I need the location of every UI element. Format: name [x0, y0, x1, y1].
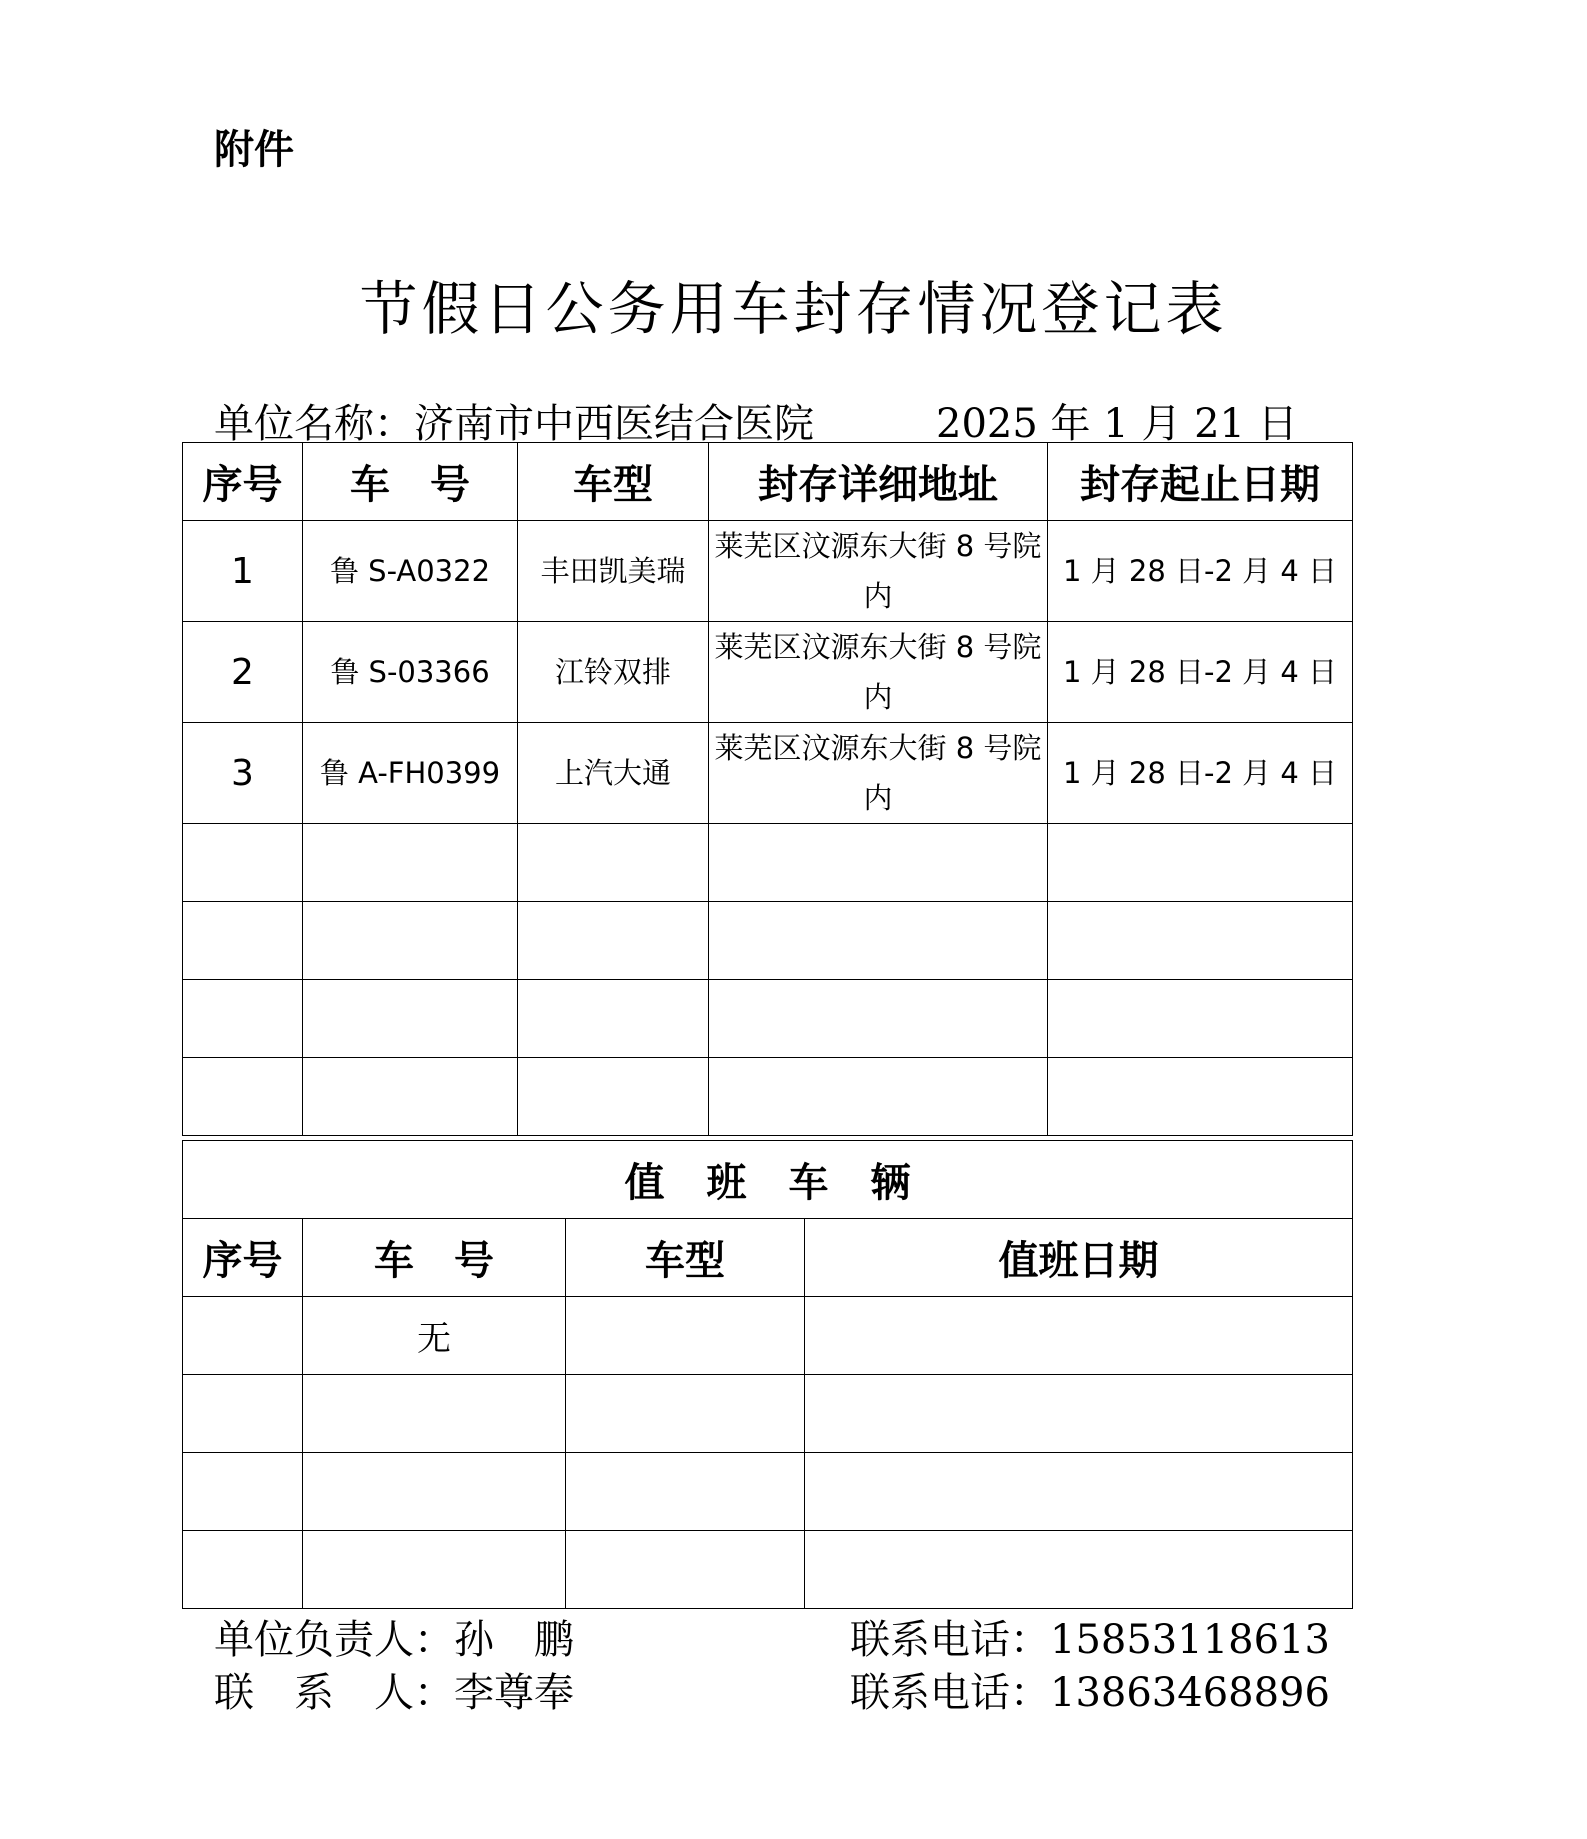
duty-header-model: 车型	[566, 1219, 805, 1297]
contact-phone: 联系电话：13863468896	[850, 1670, 1330, 1716]
form-title: 节假日公务用车封存情况登记表	[359, 275, 1228, 343]
model-cell: 丰田凯美瑞	[518, 521, 709, 622]
plate-cell: 鲁 S-A0322	[303, 521, 518, 622]
header-model: 车型	[518, 443, 709, 521]
empty-row	[183, 980, 1353, 1058]
plate-cell: 鲁 A-FH0399	[303, 723, 518, 824]
table-row	[183, 723, 1353, 824]
duty-vehicles-table	[182, 1140, 1353, 1609]
header-seq: 序号	[183, 443, 303, 521]
duty-date-cell	[805, 1297, 1353, 1375]
duty-header-row	[183, 1219, 1353, 1297]
table-row	[183, 521, 1353, 622]
attachment-label: 附件	[214, 127, 294, 173]
dates-cell: 1 月 28 日-2 月 4 日	[1048, 622, 1353, 723]
duty-header-plate: 车 号	[303, 1219, 566, 1297]
plate-cell: 鲁 S-03366	[303, 622, 518, 723]
address-cell: 莱芜区汶源东大街 8 号院内	[709, 521, 1048, 622]
duty-section-title: 值班车辆	[183, 1141, 1353, 1219]
duty-model-cell	[566, 1297, 805, 1375]
table-row	[183, 622, 1353, 723]
dates-cell: 1 月 28 日-2 月 4 日	[1048, 521, 1353, 622]
empty-row	[183, 1375, 1353, 1453]
form-date: 2025 年 1 月 21 日	[936, 401, 1298, 447]
unit-line	[214, 392, 1298, 449]
model-cell: 上汽大通	[518, 723, 709, 824]
empty-row	[183, 824, 1353, 902]
duty-section-row	[183, 1141, 1353, 1219]
address-cell: 莱芜区汶源东大街 8 号院内	[709, 622, 1048, 723]
seq-cell: 3	[183, 723, 303, 824]
address-cell: 莱芜区汶源东大街 8 号院内	[709, 723, 1048, 824]
empty-row	[183, 902, 1353, 980]
header-plate: 车 号	[303, 443, 518, 521]
unit-name: 单位名称：济南市中西医结合医院	[214, 401, 814, 447]
empty-row	[183, 1453, 1353, 1531]
table-header-row	[183, 443, 1353, 521]
header-dates: 封存起止日期	[1048, 443, 1353, 521]
header-address: 封存详细地址	[709, 443, 1048, 521]
responsible-phone: 联系电话：15853118613	[850, 1617, 1330, 1663]
duty-row	[183, 1297, 1353, 1375]
duty-header-seq: 序号	[183, 1219, 303, 1297]
dates-cell: 1 月 28 日-2 月 4 日	[1048, 723, 1353, 824]
model-cell: 江铃双排	[518, 622, 709, 723]
duty-plate-cell: 无	[303, 1297, 566, 1375]
empty-row	[183, 1531, 1353, 1609]
sealed-vehicles-table	[182, 442, 1353, 1136]
responsible-person: 单位负责人：孙 鹏	[214, 1617, 574, 1663]
seq-cell: 1	[183, 521, 303, 622]
contact-person: 联 系 人：李尊奉	[214, 1670, 574, 1716]
duty-seq-cell	[183, 1297, 303, 1375]
duty-header-date: 值班日期	[805, 1219, 1353, 1297]
empty-row	[183, 1058, 1353, 1136]
seq-cell: 2	[183, 622, 303, 723]
